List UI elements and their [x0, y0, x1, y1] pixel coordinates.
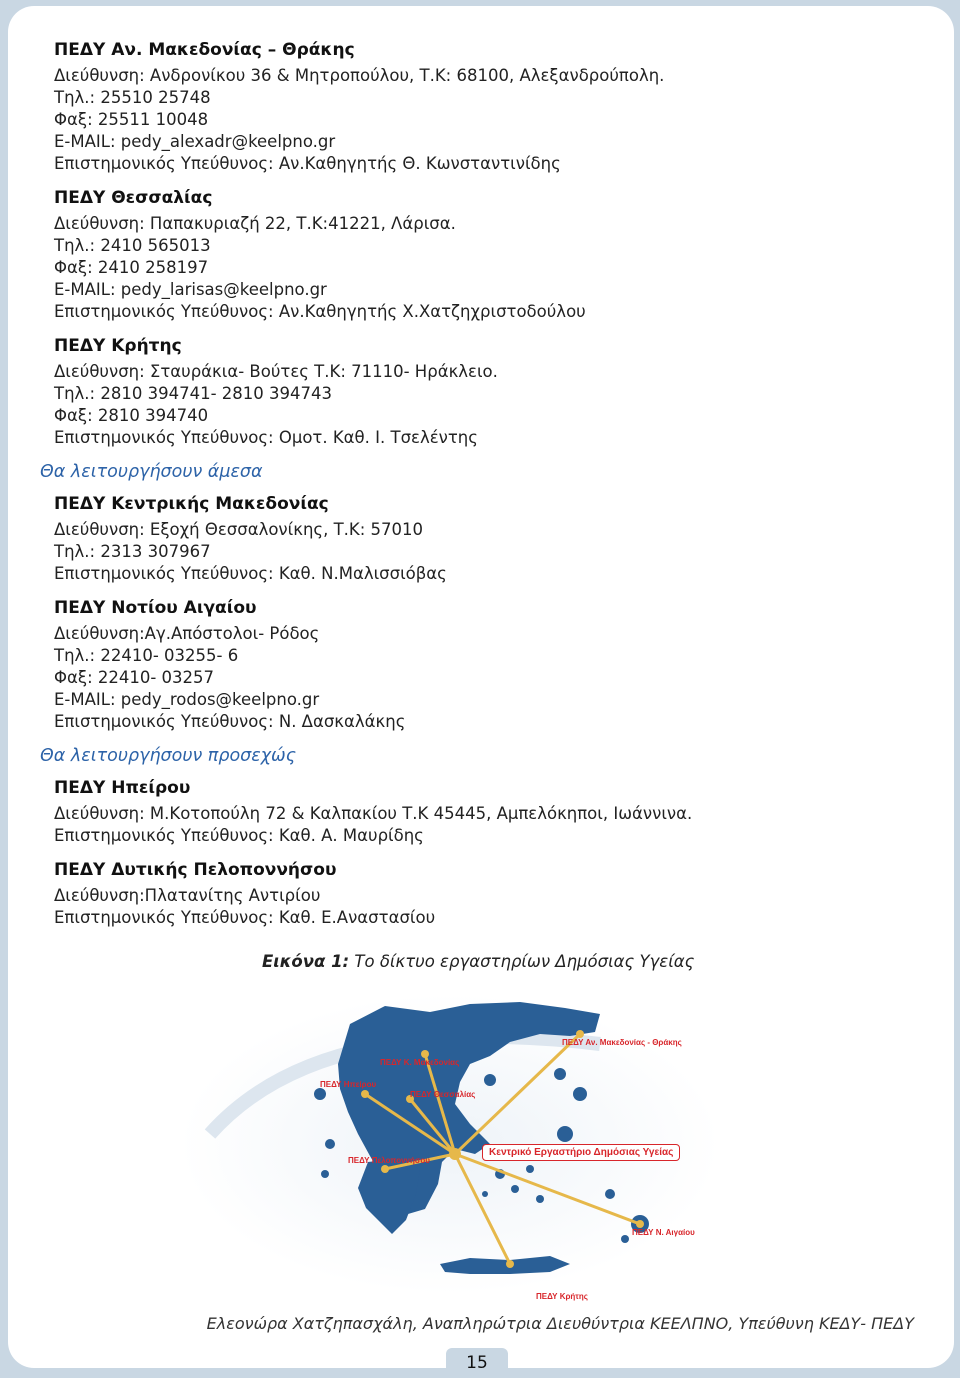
map-label-an-makedonias: ΠΕΔΥ Αν. Μακεδονίας - Θράκης: [562, 1038, 682, 1047]
lab-phone: Τηλ.: 2410 565013: [54, 236, 211, 255]
lab-phone: Τηλ.: 2313 307967: [54, 542, 211, 561]
map-label-k-makedonias: ΠΕΔΥ Κ. Μακεδονίας: [380, 1058, 460, 1067]
map-label-peloponnisou: ΠΕΔΥ Πελοποννήσου: [348, 1156, 430, 1165]
lab-director: Επιστημονικός Υπεύθυνος: Αν.Καθηγητής Χ.Χατζηχριστοδούλου: [54, 302, 586, 321]
lab-kritis: [54, 334, 934, 449]
lab-email: E-MAIL: pedy_larisas@keelpno.gr: [54, 280, 327, 299]
section-heading-soon: Θα λειτουργήσουν άμεσα: [40, 462, 263, 482]
lab-dytikis-peloponnisou: [54, 858, 934, 929]
section-heading-future: Θα λειτουργήσουν προσεχώς: [40, 746, 296, 766]
lab-address: Διεύθυνση:Αγ.Απόστολοι- Ρόδος: [54, 624, 320, 643]
lab-title: ΠΕΔΥ Κρήτης: [54, 336, 182, 356]
lab-address: Διεύθυνση:Πλατανίτης Αντιρίου: [54, 886, 321, 905]
lab-title: ΠΕΔΥ Ηπείρου: [54, 778, 191, 798]
lab-address: Διεύθυνση: Σταυράκια- Βούτες Τ.Κ: 71110- Ηράκλειο.: [54, 362, 498, 381]
map-label-thessalias: ΠΕΔΥ Θεσσαλίας: [410, 1090, 476, 1099]
map-label-kritis: ΠΕΔΥ Κρήτης: [536, 1292, 588, 1301]
lab-director: Επιστημονικός Υπεύθυνος: Ομοτ. Καθ. Ι. Τσελέντης: [54, 428, 478, 447]
lab-ipeirou: [54, 776, 934, 847]
lab-address: Διεύθυνση: Εξοχή Θεσσαλονίκης, Τ.Κ: 57010: [54, 520, 424, 539]
greece-network-map: [170, 984, 730, 1304]
lab-notiou-aigaiou: [54, 596, 934, 733]
lab-kentrikis-makedonias: [54, 492, 934, 585]
lab-fax: Φαξ: 2810 394740: [54, 406, 209, 425]
figure-caption: [262, 952, 694, 971]
map-label-central-lab: Κεντρικό Εργαστήριο Δημόσιας Υγείας: [482, 1144, 680, 1161]
lab-director: Επιστημονικός Υπεύθυνος: Αν.Καθηγητής Θ. Κωνσταντινίδης: [54, 154, 561, 173]
lab-fax: Φαξ: 2410 258197: [54, 258, 209, 277]
lab-director: Επιστημονικός Υπεύθυνος: Καθ. Ε.Αναστασίου: [54, 908, 436, 927]
lab-thessalias: [54, 186, 934, 323]
author-footer: Ελεονώρα Χατζηπασχάλη, Αναπληρώτρια Διευθύντρια ΚΕΕΛΠΝΟ, Υπεύθυνη ΚΕΔΥ- ΠΕΔΥ: [206, 1314, 914, 1333]
map-label-n-aigaiou: ΠΕΔΥ Ν. Αιγαίου: [632, 1228, 695, 1237]
lab-director: Επιστημονικός Υπεύθυνος: Καθ. Α. Μαυρίδης: [54, 826, 424, 845]
lab-phone: Τηλ.: 25510 25748: [54, 88, 211, 107]
map-label-ipeirou: ΠΕΔΥ Ηπείρου: [320, 1080, 377, 1089]
page-number: 15: [446, 1348, 508, 1376]
lab-email: E-MAIL: pedy_alexadr@keelpno.gr: [54, 132, 336, 151]
lab-an-makedonias: [54, 38, 934, 175]
figure-caption-text: Το δίκτυο εργαστηρίων Δημόσιας Υγείας: [349, 952, 695, 971]
lab-directory: [40, 38, 934, 940]
lab-email: E-MAIL: pedy_rodos@keelpno.gr: [54, 690, 320, 709]
figure-caption-label: Εικόνα 1:: [262, 952, 350, 971]
lab-director: Επιστημονικός Υπεύθυνος: Ν. Δασκαλάκης: [54, 712, 406, 731]
lab-phone: Τηλ.: 22410- 03255- 6: [54, 646, 239, 665]
lab-title: ΠΕΔΥ Αν. Μακεδονίας – Θράκης: [54, 40, 355, 60]
lab-phone: Τηλ.: 2810 394741- 2810 394743: [54, 384, 332, 403]
lab-title: ΠΕΔΥ Δυτικής Πελοποννήσου: [54, 860, 337, 880]
lab-title: ΠΕΔΥ Κεντρικής Μακεδονίας: [54, 494, 329, 514]
lab-address: Διεύθυνση: Ανδρονίκου 36 & Μητροπούλου, Τ.Κ: 68100, Αλεξανδρούπολη.: [54, 66, 665, 85]
lab-director: Επιστημονικός Υπεύθυνος: Καθ. Ν.Μαλισσιόβας: [54, 564, 447, 583]
lab-fax: Φαξ: 25511 10048: [54, 110, 209, 129]
lab-title: ΠΕΔΥ Θεσσαλίας: [54, 188, 213, 208]
lab-address: Διεύθυνση: Παπακυριαζή 22, Τ.Κ:41221, Λάρισα.: [54, 214, 456, 233]
lab-address: Διεύθυνση: Μ.Κοτοπούλη 72 & Καλπακίου Τ.Κ 45445, Αμπελόκηποι, Ιωάννινα.: [54, 804, 693, 823]
lab-fax: Φαξ: 22410- 03257: [54, 668, 215, 687]
lab-title: ΠΕΔΥ Νοτίου Αιγαίου: [54, 598, 257, 618]
